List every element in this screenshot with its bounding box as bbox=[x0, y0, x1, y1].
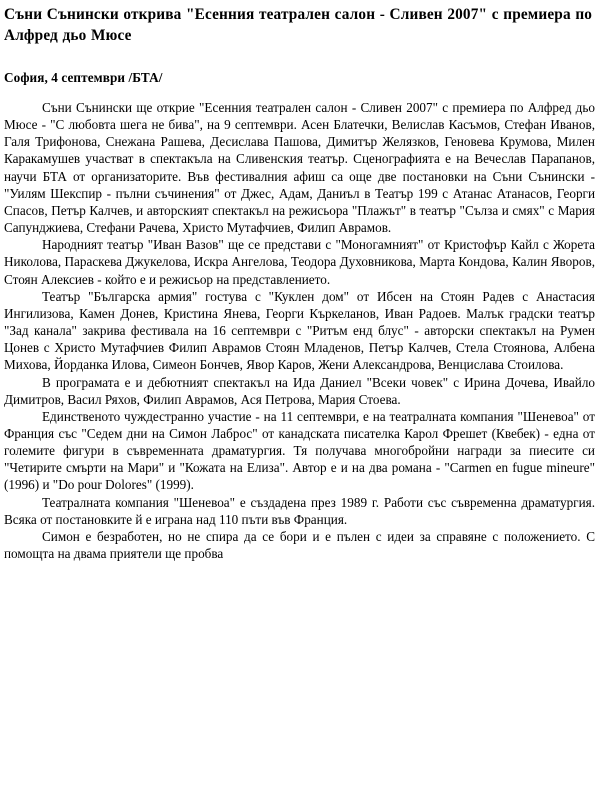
article-paragraph: В програмата е и дебютният спектакъл на Ида Даниел "Всеки човек" с Ирина Дочева, Ивайло Димитров, Васил Ряхов, Филип Аврамов, Ася Петрова, Мария Стоева. bbox=[4, 374, 595, 407]
headline-spacer bbox=[3, 46, 597, 70]
article-dateline: София, 4 септември /БТА/ bbox=[4, 70, 163, 85]
article-paragraph: Театралната компания "Шеневоа" е създадена през 1989 г. Работи със съвременна драматургия. Всяка от постановките й е играна над 110 пъти във Франция. bbox=[4, 494, 595, 527]
article-paragraph: Театър "Българска армия" гостува с "Куклен дом" от Ибсен на Стоян Радев с Анастасия Ингилизова, Камен Донев, Кристина Янева, Георги Къркеланов, Иван Радоев. Малък градски театър "Зад канала" закрива фестивала на 16 септември с "Ритъм енд блус" - авторски спектакъл на Румен Цонев с Христо Мутафчиев Филип Аврамов Стоян Младенов, Петър Калчев, Стела Стоянова, Албена Михова, Йорданка Илова, Симеон Бончев, Явор Каров, Жени Александрова, Венцислава Стоилова. bbox=[4, 288, 595, 373]
article-paragraph: Народният театър "Иван Вазов" ще се представи с "Моногамният" от Кристофър Кайл с Жорета Николова, Параскева Джукелова, Искра Ангелова, Теодора Духовникова, Марта Кондова, Калин Яворов, Стоян Алексиев - който е и режисьор на представлението. bbox=[4, 237, 595, 287]
article-paragraph: Съни Сънински ще открие "Есенния театрален салон - Сливен 2007" с премиера по Алфред дьо Мюсе - "С любовта шега не бива", на 9 септември. Асен Блатечки, Велислав Касъмов, Стефан Иванов, Галя Трифонова, Снежана Рашева, Десислава Пашова, Димитър Желязков, Геновева Крумова, Милен Каракамушев участват в спектакъла на Сливенския театър. Сценографията е на Вечеслав Парапанов, научи БТА от организаторите. Във фестивалния афиш са още две постановки на Съни Сънински - "Уилям Шекспир - пълни съчинения" от Джес, Адам, Даниъл в Театър 199 с Атанас Атанасов, Георги Спасов, Петър Калчев, и авторският спектакъл на режисьора "Плажът" в театър "Сълза и смях" с Мария Сапунджиева, Стефани Рачева, Христо Мутафчиев, Филип Аврамов. bbox=[4, 100, 595, 236]
article-headline: Съни Сънински открива "Есенния театрален салон - Сливен 2007" с премиера по Алфред дьо Мюсе bbox=[4, 6, 593, 44]
article-body bbox=[3, 99, 597, 562]
dateline-spacer bbox=[3, 86, 597, 99]
article-paragraph: Единственото чуждестранно участие - на 11 септември, е на театралната компания "Шеневоа" от Франция със "Седем дни на Симон Лаброс" от канадската писателка Карол Фрешет (Квебек) - една от големите фигури в съвременната драматургия. Тя получава многобройни награди за пиесите си "Четирите смърти на Мари" и "Кожата на Елиза". Автор е и на два романа - "Carmen en fugue mineure" (1996) и "Do pour Dolores" (1999). bbox=[4, 408, 595, 493]
article-paragraph: Симон е безработен, но не спира да се бори и е пълен с идеи за справяне с положението. С помощта на двама приятели ще пробва bbox=[4, 528, 595, 562]
